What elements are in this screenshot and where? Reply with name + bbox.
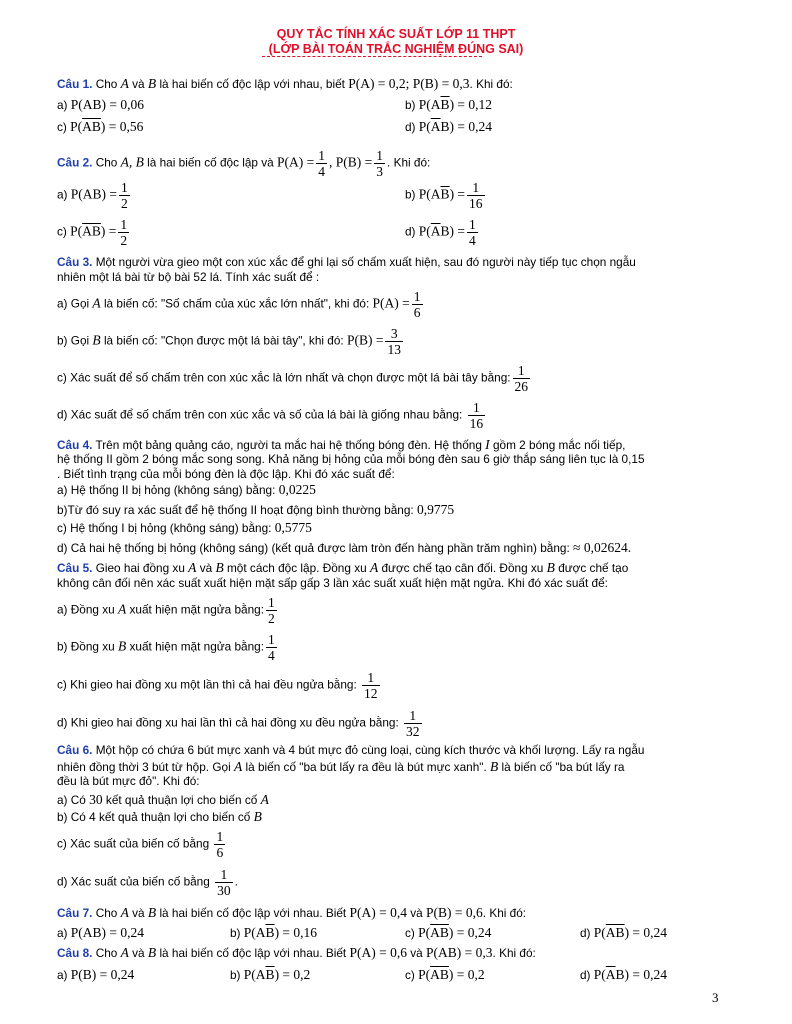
q6-option-d: d) Xác suất của biến cố bằng $\frac{1}{30}$ .: [57, 867, 238, 898]
title-line2: (LỚP BÀI TOÁN TRẮC NGHIỆM ĐÚNG SAI): [268, 42, 524, 56]
q7-statement: Câu 7. Cho A và B là hai biến cố độc lập với nhau. Biết P(A) = 0,4 và P(B) = 0,6. Khi đó:: [57, 905, 527, 920]
q1-option-c: c) $P(\overline{AB}) = 0,56$: [57, 119, 144, 134]
q1-option-d: d) $P(\overline{A}B) = 0,24$: [405, 119, 493, 134]
q6-statement-line2: nhiên đồng thời 3 bút từ hộp. Gọi A là biến cố "ba bút lấy ra đều là bút mực xanh". B là biến cố "ba bút lấy ra: [57, 759, 625, 774]
page-number: 3: [712, 990, 719, 1005]
q5-option-b: b) Đồng xu B xuất hiện mặt ngửa bằng: $\frac{1}{4}$: [57, 632, 275, 663]
q5-option-a: a) Đồng xu A xuất hiện mặt ngửa bằng: $\frac{1}{2}$: [57, 595, 275, 626]
q5-option-d: d) Khi gieo hai đồng xu hai lần thì cả hai đồng xu đều ngửa bằng: $\frac{1}{32}$: [57, 708, 420, 739]
q3-option-a: a) Gọi A là biến cố: "Số chấm của xúc xắc lớn nhất", khi đó: P(A) = $\frac{1}{6}$: [57, 289, 421, 320]
q8-statement: Câu 8. Cho A và B là hai biến cố độc lập với nhau. Biết P(A) = 0,6 và P(AB) = 0,3. Khi đó:: [57, 945, 536, 960]
q7-option-a: a) P(AB) = 0,24: [57, 925, 145, 940]
q2-statement: Câu 2. Cho A, B là hai biến cố độc lập và P(A) = $\frac{1}{4}$ , P(B) = $\frac{1}{3}$ . Khi đó:: [57, 148, 431, 179]
q5-statement-line1: Câu 5. Gieo hai đồng xu A và B một cách độc lập. Đồng xu A được chế tạo cân đối. Đồng xu B được chế tạo: [57, 560, 629, 575]
q6-statement-line1: Câu 6. Một hộp có chứa 6 bút mực xanh và 4 bút mực đỏ cùng loại, cùng kích thước và khối lượng. Lấy ra ngẫu: [57, 743, 645, 757]
q8-option-a: a) P(B) = 0,24: [57, 967, 135, 982]
q4-option-d: d) Cả hai hệ thống bị hỏng (không sáng) (kết quả được làm tròn đến hàng phần trăm nghìn) bằng: ≈ 0,02624.: [57, 540, 632, 555]
q3-option-c: c) Xác suất để số chấm trên con xúc xắc là lớn nhất và chọn được một lá bài tây bằng: $\frac{1}{26}$: [57, 363, 529, 394]
q1-option-a: a) P(AB) = 0,06: [57, 97, 145, 112]
q1-option-b: b) $P(A\overline{B}) = 0,12$: [405, 97, 493, 112]
q6-option-b: b) Có 4 kết quả thuận lợi cho biến cố B: [57, 809, 262, 824]
title-line1: QUY TẮC TÍNH XÁC SUẤT LỚP 11 THPT: [276, 27, 516, 41]
q6-statement-line3: đều là bút mực đỏ". Khi đó:: [57, 774, 200, 788]
q3-statement-line2: nhiên một lá bài từ bộ bài 52 lá. Tính xác suất để :: [57, 270, 320, 284]
q4-option-b: b)Từ đó suy ra xác suất để hệ thống II hoạt động bình thường bằng: 0,9775: [57, 502, 455, 517]
q8-option-b: b) $P(A\overline{B}) = 0,2$: [230, 967, 311, 982]
q4-statement-line3: . Biết tình trạng của mỗi bóng đèn là độc lập. Khi đó xác suất để:: [57, 467, 395, 481]
q2-option-a: a) P(AB) = $\frac{1}{2}$: [57, 180, 128, 211]
q7-option-d: d) $P(\overline{AB}) = 0,24$: [580, 925, 668, 940]
q3-option-d: d) Xác suất để số chấm trên con xúc xắc và số của lá bài là giống nhau bằng: $\frac{1}{16}$: [57, 400, 484, 431]
q4-option-c: c) Hệ thống I bị hỏng (không sáng) bằng: 0,5775: [57, 520, 312, 535]
q6-option-c: c) Xác suất của biến cố bằng $\frac{1}{6}$: [57, 829, 224, 860]
q2-option-b: b) $P(A\overline{B})$ = $\frac{1}{16}$: [405, 180, 483, 211]
q5-statement-line2: không cân đối nên xác suất xuất hiện mặt sấp gấp 3 lần xác suất xuất hiện mặt ngửa. Khi đó xác suất để:: [57, 576, 608, 590]
title-underline: [262, 56, 482, 57]
q3-option-b: b) Gọi B là biến cố: "Chọn được một lá bài tây", khi đó: P(B) = $\frac{3}{13}$: [57, 326, 401, 357]
q7-option-c: c) $P(\overline{A}\overline{B}) = 0,24$: [405, 925, 492, 940]
q5-option-c: c) Khi gieo hai đồng xu một lần thì cả hai đều ngửa bằng: $\frac{1}{12}$: [57, 670, 378, 701]
q8-option-d: d) $P(\overline{A}B) = 0,24$: [580, 967, 668, 982]
q7-option-b: b) $P(A\overline{B}) = 0,16$: [230, 925, 318, 940]
q4-option-a: a) Hệ thống II bị hỏng (không sáng) bằng: 0,0225: [57, 482, 316, 497]
q3-statement-line1: Câu 3. Một người vừa gieo một con xúc xắc để ghi lại số chấm xuất hiện, sau đó người này tiếp tục chọn ngẫu: [57, 255, 636, 269]
q8-option-c: c) $P(\overline{A}\overline{B}) = 0,2$: [405, 967, 485, 982]
q2-option-d: d) $P(\overline{A}B)$ = $\frac{1}{4}$: [405, 217, 476, 248]
q2-option-c: c) $P(\overline{AB})$ = $\frac{1}{2}$: [57, 217, 128, 248]
q4-statement-line1: Câu 4. Trên một bảng quảng cáo, người ta mắc hai hệ thống bóng đèn. Hệ thống I gồm 2 bóng mắc nối tiếp,: [57, 437, 626, 452]
q6-option-a: a) Có 30 kết quả thuận lợi cho biến cố A: [57, 792, 269, 807]
q4-statement-line2: hệ thống II gồm 2 bóng mắc song song. Khả năng bị hỏng của mỗi bóng đèn sau 6 giờ thắp sáng liên tục là 0,15: [57, 452, 645, 466]
q1-statement: Câu 1. Cho A và B là hai biến cố độc lập với nhau, biết P(A) = 0,2; P(B) = 0,3. Khi đó:: [57, 76, 513, 91]
